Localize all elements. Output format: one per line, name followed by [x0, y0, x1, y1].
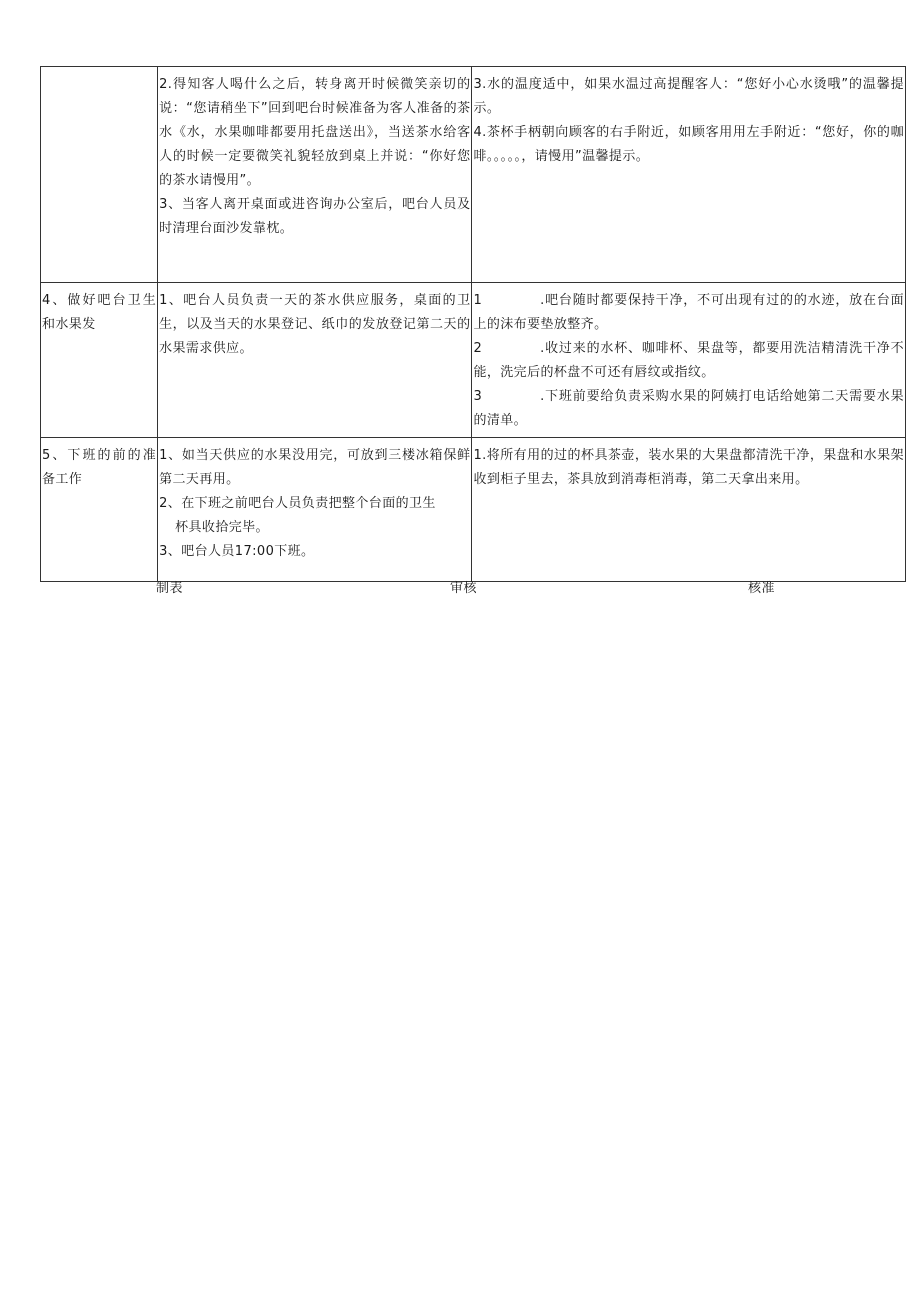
item-text: 4、做好吧台卫生和水果发: [42, 293, 157, 332]
task-text: 杯具收拾完毕。: [175, 520, 269, 535]
task-text: 3、吧台人员17:00下班。: [159, 544, 315, 559]
item-cell: [41, 283, 158, 438]
standard-cell: [472, 283, 906, 438]
task-text: 1、如当天供应的水果没用完，可放到三楼冰箱保鲜第二天再用。: [159, 448, 471, 487]
item-cell: [41, 438, 158, 582]
prepared-by-label: 制表: [156, 581, 184, 596]
standard-cell: [472, 67, 906, 283]
standard-text: .收过来的水杯、咖啡杯、果盘等，都要用洗洁精清洗干净不能，洗完后的杯盘不可还有唇纹或指纹。: [473, 341, 904, 380]
task-cell: [158, 283, 472, 438]
task-text: 2.得知客人喝什么之后，转身离开时候微笑亲切的说：“您请稍坐下”回到吧台时候准备为客人准备的茶水《水，水果咖啡都要用托盘送出》，当送茶水给客人的时候一定要微笑礼貌轻放到桌上并说：“你好您的茶水请慢用”。: [159, 77, 471, 188]
duty-table: [40, 66, 906, 582]
standard-text: .吧台随时都要保持干净，不可出现有过的的水迹，放在台面上的沫布要垫放整齐。: [473, 293, 904, 332]
standard-cell: [472, 438, 906, 582]
standard-item: [473, 337, 904, 385]
task-cell: [158, 438, 472, 582]
task-cell: [158, 67, 472, 283]
table-row: [41, 438, 906, 582]
task-text: 3、当客人离开桌面或进咨询办公室后，吧台人员及时清理台面沙发靠枕。: [159, 197, 471, 236]
task-text: 1、吧台人员负责一天的茶水供应服务，桌面的卫生，以及当天的水果登记、纸巾的发放登记第二天的水果需求供应。: [159, 293, 471, 356]
standard-text: .下班前要给负责采购水果的阿姨打电话给她第二天需要水果的清单。: [473, 389, 904, 428]
table-row: [41, 67, 906, 283]
standard-number: 1: [473, 293, 483, 308]
standard-text: 1.将所有用的过的杯具茶壶，装水果的大果盘都清洗干净，果盘和水果架收到柜子里去，茶具放到消毒柜消毒，第二天拿出来用。: [473, 448, 904, 487]
reviewed-by-label: 审核: [450, 581, 478, 596]
table-row: [41, 283, 906, 438]
standard-number: 3: [473, 389, 483, 404]
standard-item: [473, 385, 904, 433]
standard-text: 4.茶杯手柄朝向顾客的右手附近，如顾客用用左手附近：“您好，你的咖啡。。。。。，请慢用”温馨提示。: [473, 125, 904, 164]
standard-item: [473, 289, 904, 337]
standard-number: 2: [473, 341, 483, 356]
task-text: 2、在下班之前吧台人员负责把整个台面的卫生: [159, 496, 436, 511]
approved-by-label: 核准: [748, 581, 776, 596]
standard-text: 3.水的温度适中，如果水温过高提醒客人：“您好小心水烫哦”的温馨提示。: [473, 77, 904, 116]
item-cell: [41, 67, 158, 283]
item-text: 5、下班的前的准备工作: [42, 448, 157, 487]
